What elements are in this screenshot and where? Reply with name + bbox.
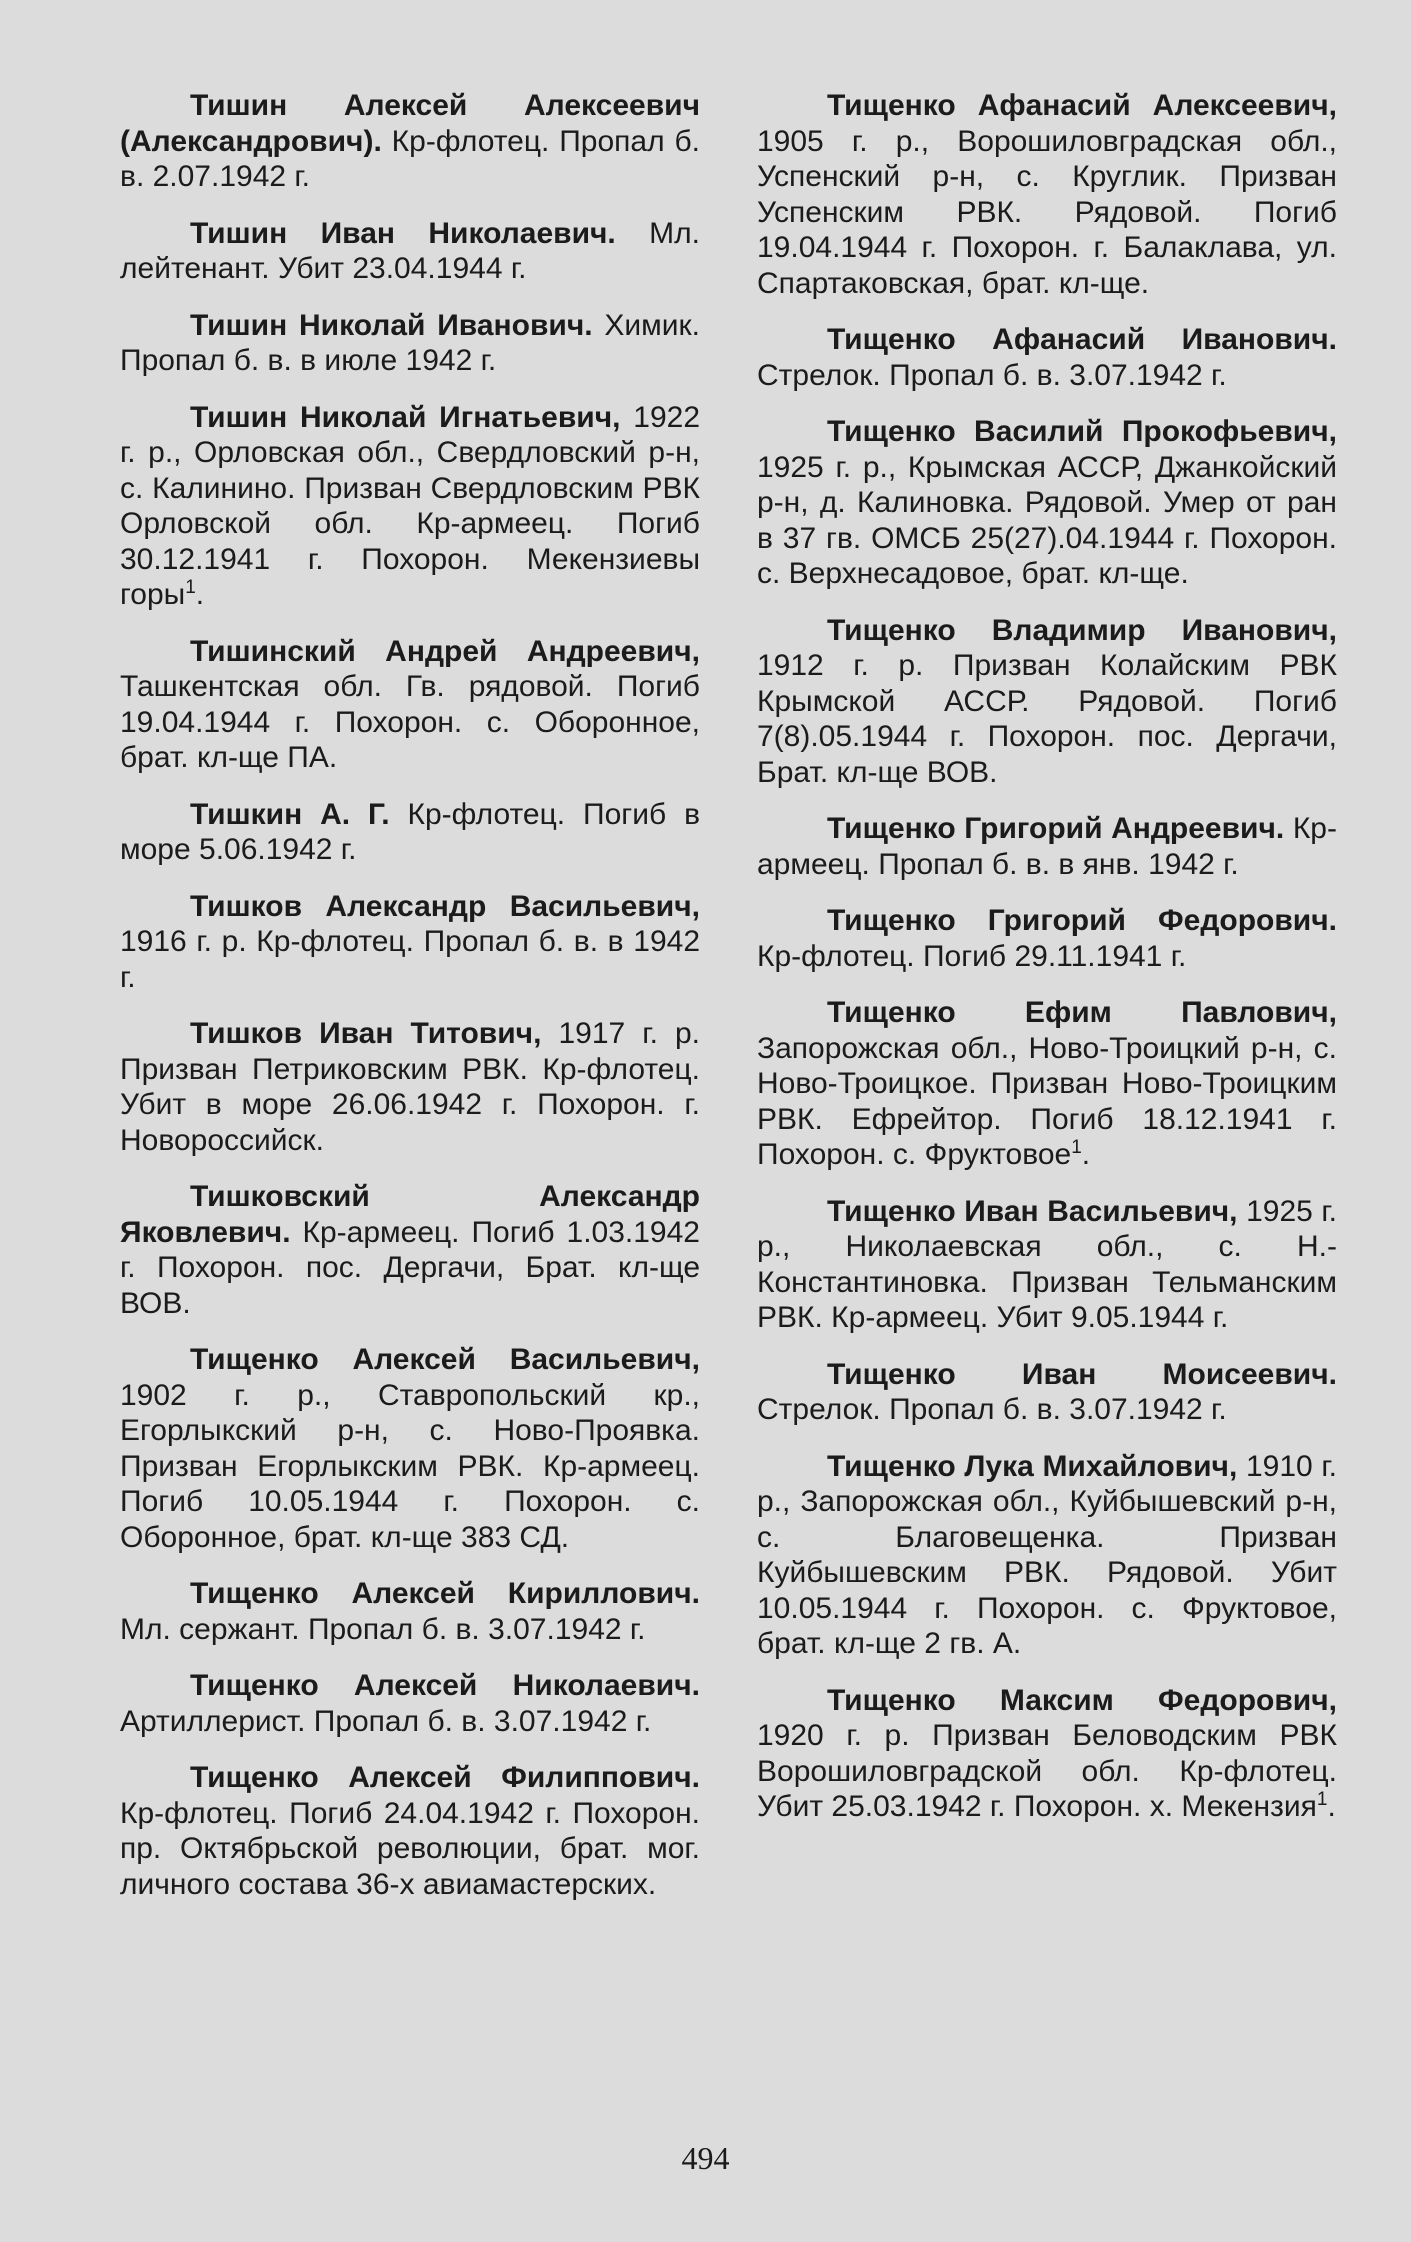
entry-text: Химик. Пропал б. в. в июле 1942 г.: [120, 308, 700, 377]
entry-name: Тищенко Иван Васильевич,: [827, 1194, 1238, 1228]
entry-name: Тищенко Иван Моисеевич.: [827, 1357, 1337, 1391]
entry: [757, 1357, 1337, 1428]
entry-name: Тищенко Лука Михайлович,: [827, 1449, 1238, 1483]
entry-text: Кр-армеец. Погиб 1.03.1942 г. Похорон. пос. Дергачи, Брат. кл-ще ВОВ.: [120, 1215, 700, 1320]
footnote-marker: 1: [1316, 1789, 1328, 1810]
left-column: [120, 88, 700, 1923]
entry: [120, 1342, 700, 1555]
entry-text: Артиллерист. Пропал б. в. 3.07.1942 г.: [120, 1704, 652, 1738]
entry-text: 1910 г. р., Запорожская обл., Куйбышевский р-н, с. Благовещенка. Призван Куйбышевским РВК. Рядовой. Убит 10.05.1944 г. Похорон. с. Фруктовое, брат. кл-ще 2 гв. А.: [757, 1449, 1337, 1660]
entry-text: Запорожская обл., Ново-Троицкий р-н, с. Ново-Троицкое. Призван Ново-Троицким РВК. Ефрейтор. Погиб 18.12.1941 г. Похорон. с. Фруктовое: [757, 1031, 1337, 1171]
entry-text: Кр-флотец. Погиб 29.11.1941 г.: [757, 939, 1187, 973]
entry-text: 1922 г. р., Орловская обл., Свердловский р-н, с. Калинино. Призван Свердловским РВК Орловской обл. Кр-армеец. Погиб 30.12.1941 г. Похорон. Мекензиевы горы: [120, 400, 701, 611]
entry: [120, 400, 700, 613]
entry-name: Тищенко Афанасий Иванович.: [827, 323, 1337, 356]
entry-tail: .: [195, 578, 205, 611]
entry: [757, 1449, 1337, 1662]
entry-text: Стрелок. Пропал б. в. 3.07.1942 г.: [757, 358, 1227, 392]
entry-text: Ташкентская обл. Гв. рядовой. Погиб 19.04.1944 г. Похорон. с. Оборонное, брат. кл-ще ПА.: [120, 670, 700, 774]
entry-text: 1920 г. р. Призван Беловодским РВК Ворошиловградской обл. Кр-флотец. Убит 25.03.1942 г. Похорон. х. Мекензия: [757, 1719, 1337, 1823]
entry-name: Тишкин А. Г.: [190, 797, 390, 831]
entry-name: Тищенко Алексей Николаевич.: [190, 1669, 700, 1702]
entry-name: Тищенко Алексей Филиппович.: [190, 1761, 700, 1794]
entry-tail: .: [1327, 1790, 1336, 1823]
entry: [120, 1668, 700, 1739]
footnote-marker: 1: [1071, 1137, 1082, 1158]
entry: [120, 88, 700, 195]
entry: [120, 1760, 700, 1902]
entry-text: 1916 г. р. Кр-флотец. Пропал б. в. в 1942 г.: [120, 925, 700, 994]
entry-name: Тищенко Владимир Иванович,: [827, 613, 1337, 647]
entry-name: Тищенко Афанасий Алексеевич,: [827, 89, 1337, 122]
entry-text: Стрелок. Пропал б. в. 3.07.1942 г.: [757, 1393, 1227, 1426]
entry-text: Кр-флотец. Погиб в море 5.06.1942 г.: [120, 797, 700, 866]
entry-text: 1925 г. р., Николаевская обл., с. Н.-Константиновка. Призван Тельманским РВК. Кр-армеец. Убит 9.05.1944 г.: [757, 1194, 1337, 1334]
entry-name: Тищенко Алексей Кириллович.: [190, 1577, 700, 1610]
entry: [757, 811, 1337, 882]
entry-name: Тищенко Алексей Васильевич,: [190, 1343, 700, 1376]
entry: [757, 1194, 1337, 1336]
entry-text: 1905 г. р., Ворошиловградская обл., Успенский р-н, с. Круглик. Призван Успенским РВК. Рядовой. Погиб 19.04.1944 г. Похорон. г. Балаклава, ул. Спартаковская, брат. кл-ще.: [757, 124, 1337, 300]
entry-name: Тищенко Григорий Федорович.: [827, 904, 1337, 937]
entry-name: Тишин Иван Николаевич.: [190, 216, 616, 250]
entry-text: 1912 г. р. Призван Колайским РВК Крымской АССР. Рядовой. Погиб 7(8).05.1944 г. Похорон. пос. Дергачи, Брат. кл-ще ВОВ.: [757, 649, 1337, 789]
entry-text: Кр-флотец. Погиб 24.04.1942 г. Похорон. пр. Октябрьской революции, брат. мог. личного состава 36-х авиамастерских.: [120, 1796, 700, 1901]
entry-name: Тищенко Ефим Павлович,: [827, 996, 1337, 1029]
entry-text: 1925 г. р., Крымская АССР, Джанкойский р-н, д. Калиновка. Рядовой. Умер от ран в 37 гв. ОМСБ 25(27).04.1944 г. Похорон. с. Верхнесадовое, брат. кл-ще.: [757, 450, 1337, 590]
entry: [120, 797, 700, 868]
entry-tail: .: [1081, 1138, 1091, 1171]
entry-name: Тишков Иван Титович,: [190, 1017, 542, 1050]
entry: [120, 889, 700, 996]
entry: [757, 322, 1337, 393]
entry-name: Тишин Николай Игнатьевич,: [190, 400, 621, 434]
entry-text: Мл. лейтенант. Убит 23.04.1944 г.: [120, 216, 700, 285]
entry-name: Тищенко Максим Федорович,: [827, 1683, 1337, 1717]
entry-name: Тишин Николай Иванович.: [190, 308, 593, 342]
entry-name: Тишковский Александр Яковлевич.: [120, 1180, 700, 1249]
entry-text: Кр-армеец. Пропал б. в. в янв. 1942 г.: [757, 812, 1337, 881]
entry-name: Тищенко Василий Прокофьевич,: [827, 415, 1337, 448]
entry: [757, 613, 1337, 791]
entry-text: 1902 г. р., Ставропольский кр., Егорлыкский р-н, с. Ново-Проявка. Призван Егорлыкским РВК. Кр-армеец. Погиб 10.05.1944 г. Похорон. с. Оборонное, брат. кл-ще 383 СД.: [120, 1378, 700, 1554]
entry: [757, 903, 1337, 974]
entry-text: Мл. сержант. Пропал б. в. 3.07.1942 г.: [120, 1612, 646, 1646]
right-column: [757, 88, 1337, 1846]
page-number: 494: [681, 2140, 730, 2176]
entry: [120, 1179, 700, 1321]
entry: [120, 634, 700, 776]
entry-name: Тишинский Андрей Андреевич,: [190, 634, 700, 668]
entry: [120, 308, 700, 379]
entry: [757, 88, 1337, 301]
entry: [120, 216, 700, 287]
entry-name: Тищенко Григорий Андреевич.: [827, 812, 1285, 845]
entry-text: 1917 г. р. Призван Петриковским РВК. Кр-флотец. Убит в море 26.06.1942 г. Похорон. г. Новороссийск.: [120, 1017, 700, 1157]
entry-name: Тишин Алексей Алексеевич (Александрович).: [120, 89, 700, 158]
footnote-marker: 1: [185, 577, 196, 598]
entry-name: Тишков Александр Васильевич,: [190, 889, 700, 923]
entry: [120, 1016, 700, 1158]
entry: [757, 995, 1337, 1173]
entry: [757, 1683, 1337, 1825]
entry: [120, 1576, 700, 1647]
entry: [757, 414, 1337, 592]
entry-text: Кр-флотец. Пропал б. в. 2.07.1942 г.: [120, 124, 700, 193]
